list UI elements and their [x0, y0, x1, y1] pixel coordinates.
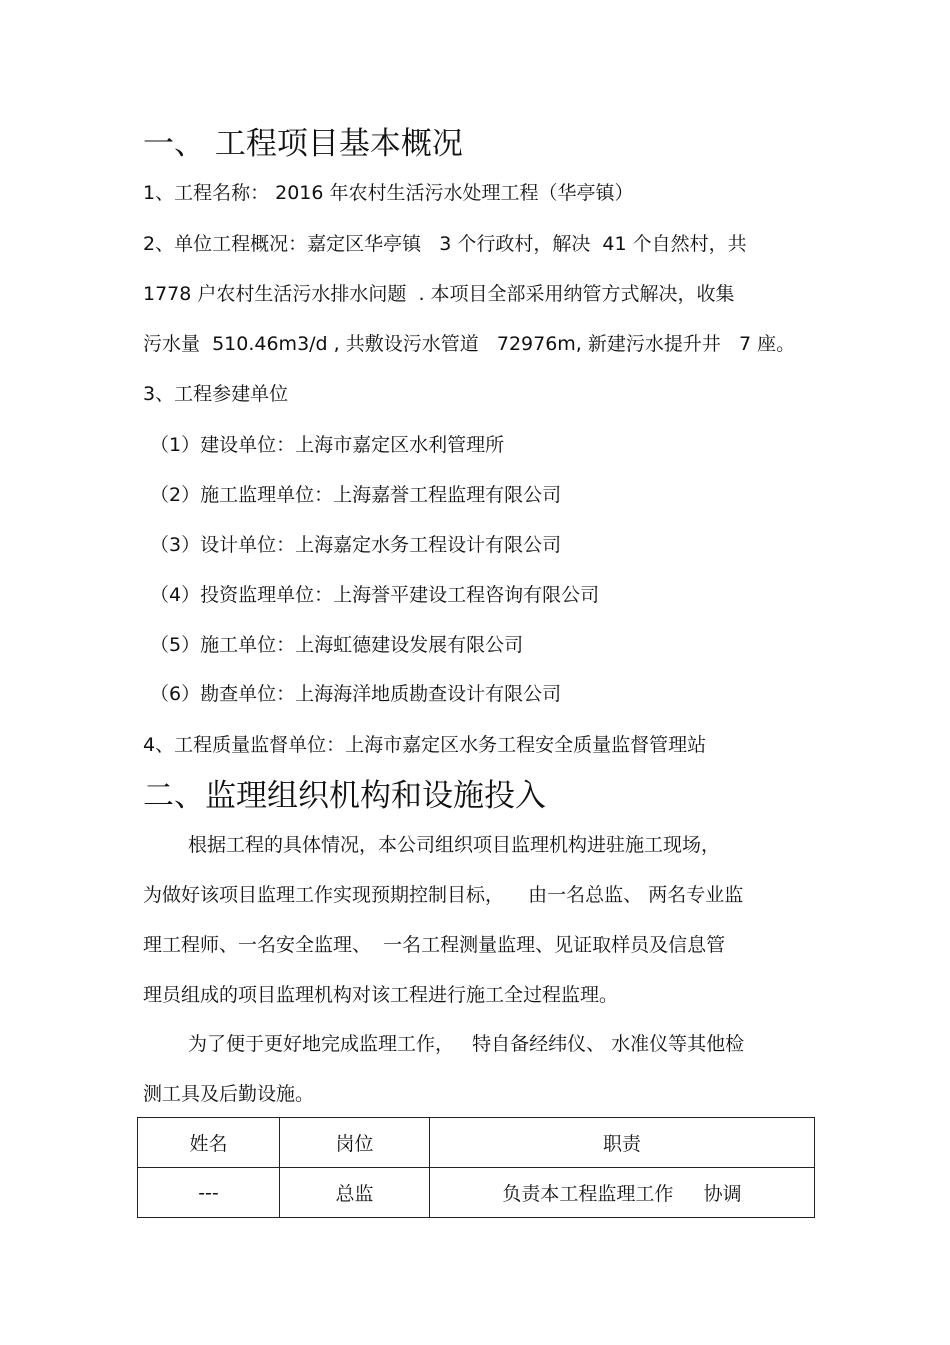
unit-supervision: （2）施工监理单位：上海嘉誉工程监理有限公司: [150, 484, 562, 506]
org-para-line-4: 理员组成的项目监理机构对该工程进行施工全过程监理。: [143, 984, 619, 1006]
section1-heading: 一、 工程项目基本概况: [143, 126, 463, 162]
overview-line-2: 1778 户农村生活污水排水问题 . 本项目全部采用纳管方式解决，收集: [143, 283, 735, 305]
header-position: 岗位: [280, 1118, 430, 1168]
org-para-line-1: 根据工程的具体情况，本公司组织项目监理机构进驻施工现场，: [188, 834, 721, 856]
equipment-para-line-1: 为了便于更好地完成监理工作， 特自备经纬仪、 水准仪等其他检: [188, 1033, 745, 1055]
project-name-line: 1、工程名称： 2016 年农村生活污水处理工程（华亭镇）: [143, 182, 634, 204]
table-row: [138, 1168, 815, 1218]
unit-survey: （6）勘查单位：上海海洋地质勘查设计有限公司: [150, 683, 562, 705]
cell-position: 总监: [280, 1168, 430, 1218]
org-para-line-3: 理工程师、一名安全监理、 一名工程测量监理、见证取样员及信息管: [143, 934, 726, 956]
org-para-line-2: 为做好该项目监理工作实现预期控制目标， 由一名总监、 两名专业监: [143, 884, 744, 906]
table-header-row: [138, 1118, 815, 1168]
header-name: 姓名: [138, 1118, 280, 1168]
unit-design: （3）设计单位：上海嘉定水务工程设计有限公司: [150, 534, 562, 556]
section2-heading: 二、监理组织机构和设施投入: [143, 778, 546, 814]
unit-investment-supervision: （4）投资监理单位：上海誉平建设工程咨询有限公司: [150, 584, 600, 606]
quality-supervision-line: 4、工程质量监督单位：上海市嘉定区水务工程安全质量监督管理站: [143, 734, 707, 756]
staff-table: [137, 1117, 815, 1218]
cell-name: ---: [138, 1168, 280, 1218]
equipment-para-line-2: 测工具及后勤设施。: [143, 1083, 315, 1105]
unit-construction: （1）建设单位：上海市嘉定区水利管理所: [150, 434, 505, 456]
participants-heading: 3、工程参建单位: [143, 383, 289, 405]
unit-contractor: （5）施工单位：上海虹德建设发展有限公司: [150, 634, 524, 656]
overview-line-1: 2、单位工程概况：嘉定区华亭镇 3 个行政村，解决 41 个自然村，共: [143, 233, 747, 255]
header-duties: 职责: [430, 1118, 815, 1168]
overview-line-3: 污水量 510.46m3/d , 共敷设污水管道 72976m, 新建污水提升井 7 座。: [143, 333, 796, 355]
cell-duties: 负责本工程监理工作 协调: [430, 1168, 815, 1218]
